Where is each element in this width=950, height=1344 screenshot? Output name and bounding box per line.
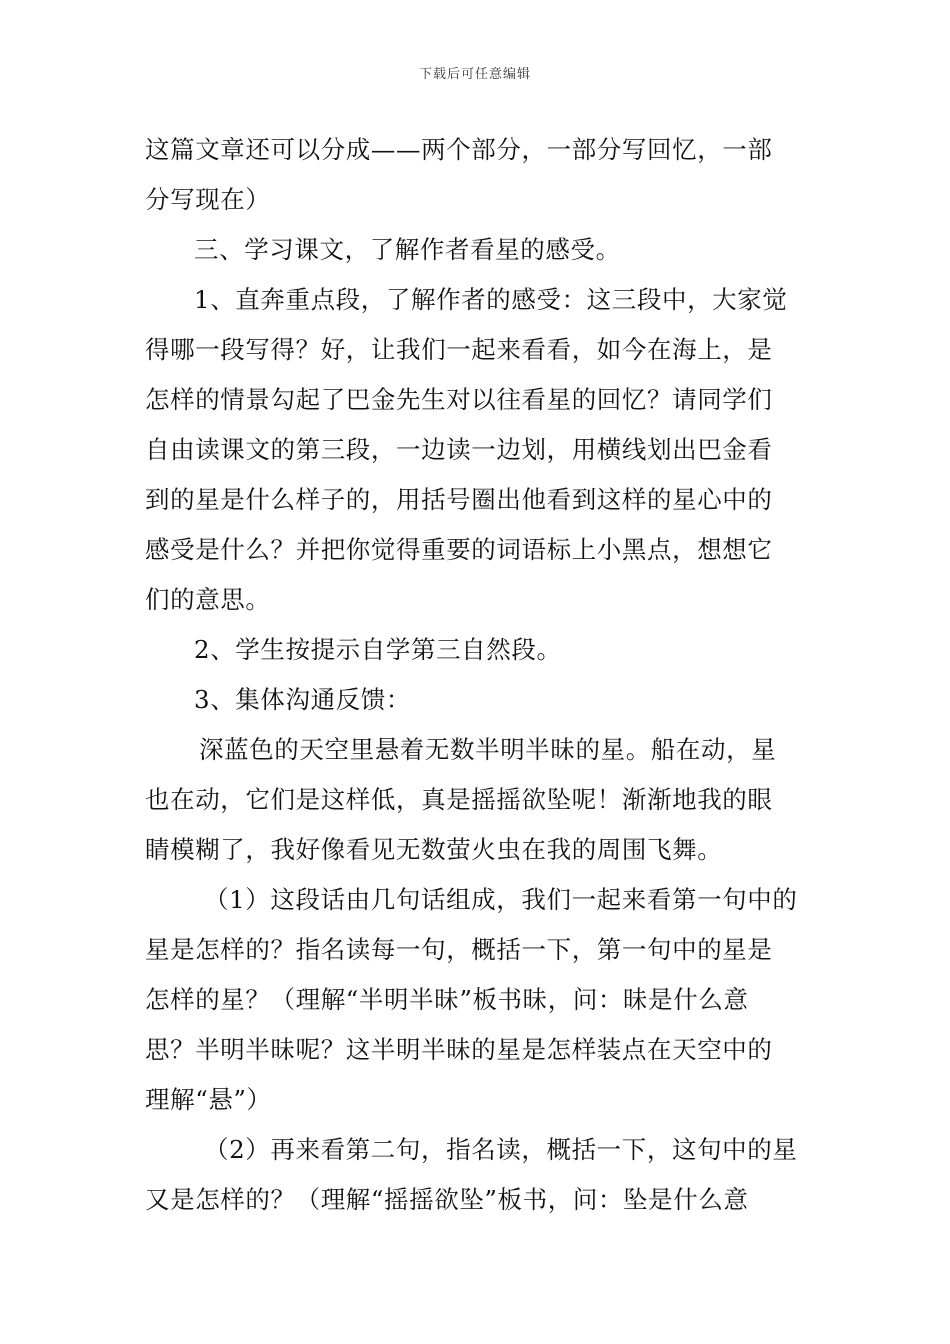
text-line: 2、学生按提示自学第三自然段。 xyxy=(194,635,562,664)
text-line: 星是怎样的？指名读每一句，概括一下，第一句中的星是 xyxy=(145,935,773,964)
text-line: 怎样的星？（理解“半明半昧”板书昧，问：昧是什么意 xyxy=(145,985,749,1014)
text-line: 又是怎样的？（理解“摇摇欲坠”板书，问：坠是什么意 xyxy=(145,1185,749,1214)
text-line: 深蓝色的天空里悬着无数半明半昧的星。船在动，星 xyxy=(199,735,777,764)
text-line: 1、直奔重点段，了解作者的感受：这三段中，大家觉 xyxy=(194,285,788,314)
text-line: 到的星是什么样子的，用括号圈出他看到这样的星心中的 xyxy=(145,485,773,514)
text-line: 也在动，它们是这样低，真是摇摇欲坠呢！渐渐地我的眼 xyxy=(145,785,773,814)
text-line: 思？半明半昧呢？这半明半昧的星是怎样装点在天空中的 xyxy=(145,1035,773,1064)
text-line: 怎样的情景勾起了巴金先生对以往看星的回忆？请同学们 xyxy=(145,385,773,414)
page-header: 下载后可任意编辑 xyxy=(418,67,531,82)
text-line: 感受是什么？并把你觉得重要的词语标上小黑点，想想它 xyxy=(145,535,773,564)
text-line: 得哪一段写得？好，让我们一起来看看，如今在海上，是 xyxy=(145,335,773,364)
text-line: （2）再来看第二句，指名读，概括一下，这句中的星 xyxy=(204,1135,798,1164)
text-line: 这篇文章还可以分成——两个部分，一部分写回忆，一部 xyxy=(145,135,773,164)
text-line: 三、学习课文，了解作者看星的感受。 xyxy=(194,235,621,264)
text-line: 们的意思。 xyxy=(145,585,271,614)
text-line: 自由读课文的第三段，一边读一边划，用横线划出巴金看 xyxy=(145,435,773,464)
text-line: 3、集体沟通反馈： xyxy=(194,685,411,714)
text-line: 睛模糊了，我好像看见无数萤火虫在我的周围飞舞。 xyxy=(145,835,723,864)
text-line: 理解“悬”） xyxy=(145,1085,272,1114)
text-line: （1）这段话由几句话组成，我们一起来看第一句中的 xyxy=(204,885,798,914)
text-line: 分写现在） xyxy=(145,185,271,214)
